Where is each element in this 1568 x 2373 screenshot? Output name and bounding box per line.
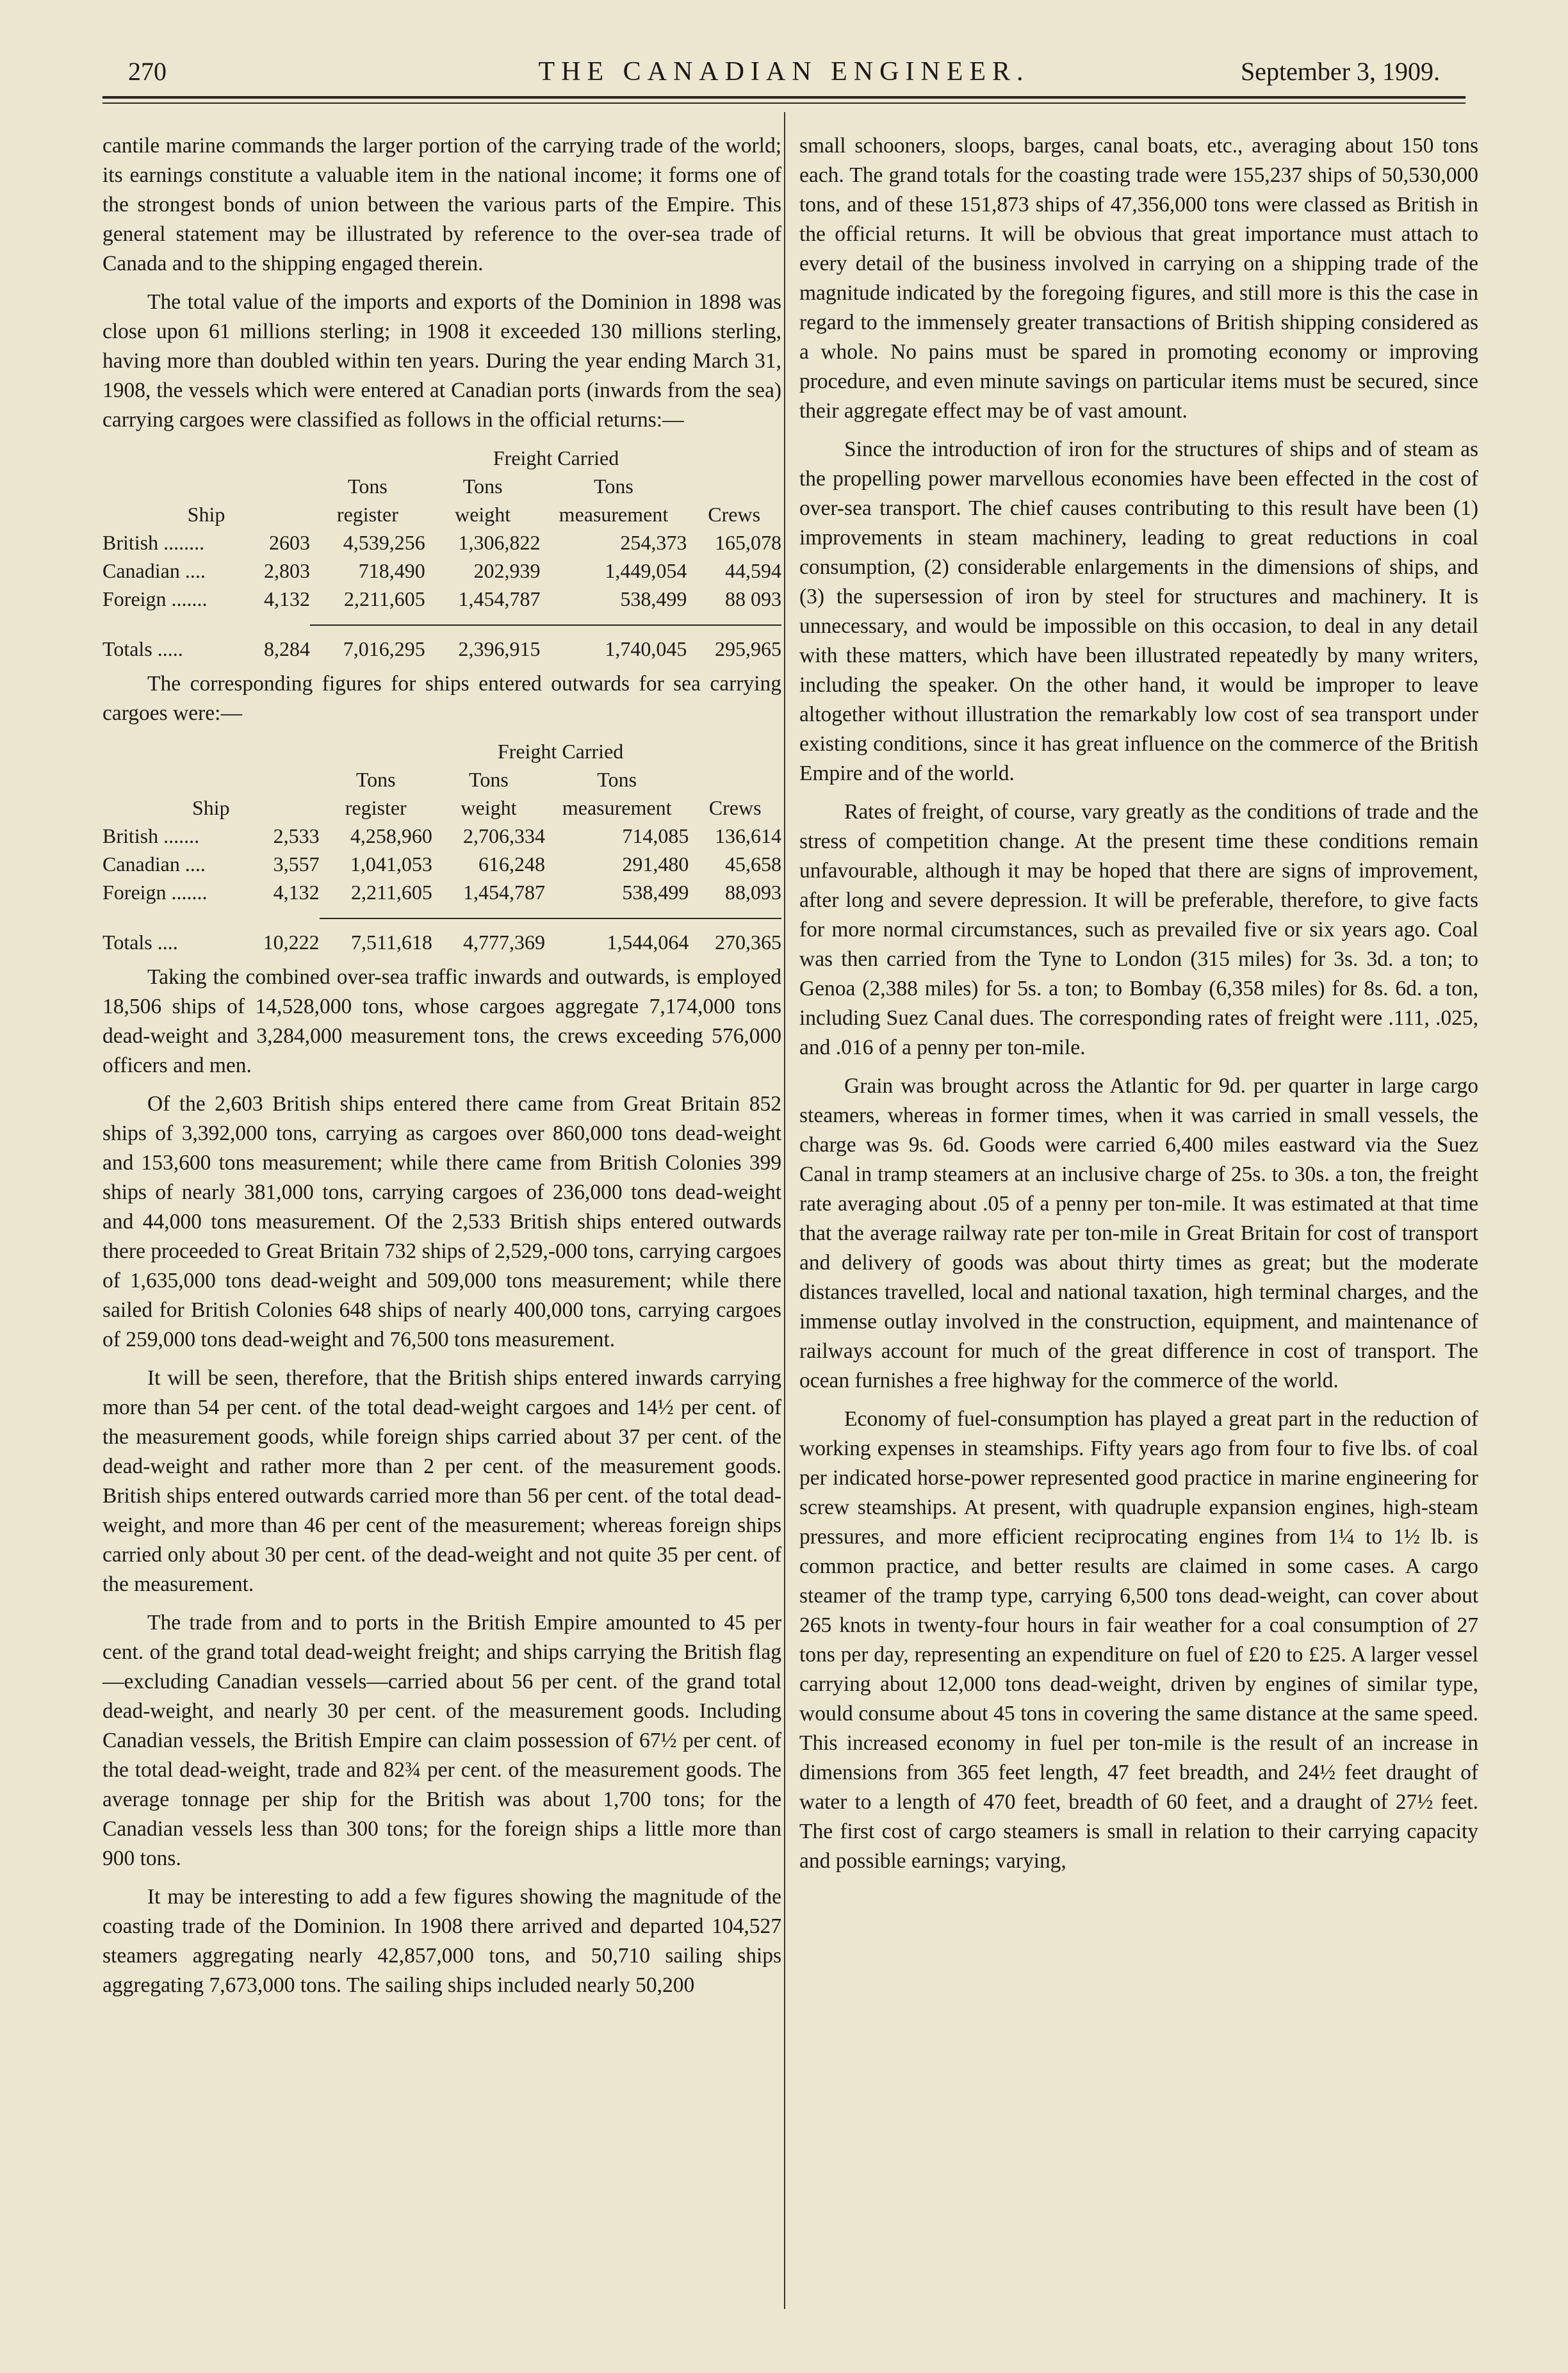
measurement-header: measurement xyxy=(559,503,669,526)
crews-cell: 44,594 xyxy=(725,559,781,582)
ship-cell: Canadian .... xyxy=(102,559,206,582)
crews-cell: 165,078 xyxy=(715,531,781,554)
totals-row xyxy=(102,928,781,956)
totals-row xyxy=(102,635,781,663)
sum-rule xyxy=(687,613,781,625)
ship-cell: Foreign ....... xyxy=(102,587,208,610)
measurement-cell: 1,449,054 xyxy=(605,559,687,582)
weight-cell: 2,706,334 xyxy=(463,824,546,847)
register-cell: 7,511,618 xyxy=(351,931,432,954)
ship-header: Ship xyxy=(187,503,225,526)
measurement-cell: 538,499 xyxy=(622,881,689,904)
outwards-table xyxy=(102,737,781,956)
measurement-cell: 538,499 xyxy=(620,587,687,610)
ship-cell: Canadian .... xyxy=(102,852,206,876)
left-paragraph-7: The trade from and to ports in the British Empire amounted to 45 per cent. of the grand total dead-weight freight; and ships carrying the British flag—excluding Canadian vessels—carried about 56 per cent. of the grand total dead-weight, and nearly 30 per cent. of the measurement goods. Including Canadian vessels, the British Empire can claim possession of 67½ per cent. of the total dead-weight, trade and 82¾ per cent. of the measurement goods. The average tonnage per ship for the British was about 1,700 tons; for the Canadian vessels less than 300 tons; for the foreign ships a little more than 900 tons. xyxy=(102,1611,781,1870)
tons-header: Tons xyxy=(597,768,637,791)
left-paragraph-2: The total value of the imports and exports of the Dominion in 1898 was close upon 61 millions sterling; in 1908 it exceeded 130 millions sterling, having more than doubled within ten years. During the year ending March 31, 1908, the vessels which were entered at Canadian ports (inwards from the sea) carrying cargoes were classified as follows in the official returns:— xyxy=(102,290,781,432)
column-divider xyxy=(784,112,785,2309)
table-row xyxy=(102,585,781,613)
right-column xyxy=(799,131,1478,1885)
ship-header: Ship xyxy=(192,796,230,819)
crews-cell: 136,614 xyxy=(715,824,781,847)
page-header xyxy=(128,50,1440,95)
register-cell: 2,211,605 xyxy=(343,587,425,610)
register-cell: 7,016,295 xyxy=(343,637,425,660)
totals-label: Totals .... xyxy=(102,931,178,954)
measurement-cell: 1,740,045 xyxy=(605,637,687,660)
tons-header: Tons xyxy=(462,475,503,498)
sum-rule xyxy=(425,613,541,625)
register-cell: 4,539,256 xyxy=(343,531,425,554)
tons-header: Tons xyxy=(594,475,633,498)
crews-cell: 270,365 xyxy=(715,931,781,954)
count-cell: 2603 xyxy=(269,531,311,554)
ship-cell: Foreign ....... xyxy=(102,881,208,904)
right-paragraph-4: Grain was brought across the Atlantic for 9d. per quarter in large cargo steamers, whereas in former times, when it was carried in small vessels, the charge was 9s. 6d. Goods were carried 6,400 miles eastward via the Suez Canal in tramp steamers at an inclusive charge of 25s. to 30s. a ton, the freight rate averaging about .05 of a penny per ton-mile. It was estimated at that time that the average railway rate per ton-mile in Great Britain for cost of transport and delivery of goods was about thirty times as great; but the moderate distances travelled, local and national taxation, high terminal charges, and the immense outlay involved in the construction, equipment, and maintenance of railways account for much of the great difference in cost of transport. The ocean furnishes a free highway for the commerce of the world. xyxy=(799,1074,1478,1392)
journal-title: THE CANADIAN ENGINEER. xyxy=(538,57,1030,86)
issue-date: September 3, 1909. xyxy=(1240,57,1440,86)
freight-carried-header: Freight Carried xyxy=(493,446,619,469)
weight-header: weight xyxy=(461,796,517,819)
crews-cell: 295,965 xyxy=(715,637,781,660)
right-paragraph-5: Economy of fuel-consumption has played a great part in the reduction of working expenses in steamships. Fifty years ago from four to five lbs. of coal per indicated horse-power represented good practice in marine engineering for screw steamships. At present, with quadruple expansion engines, high-steam pressures, and more efficient reciprocating engines from 1¼ to 1½ lb. is common practice, and better results are claimed in some cases. A cargo steamer of the tramp type, carrying 6,500 tons dead-weight, can cover about 265 knots in twenty-four hours in fair weather for a coal consumption of 27 tons per day, representing an expenditure on fuel of £20 to £25. A larger vessel carrying about 12,000 tons dead-weight, driven by engines of similar type, would consume about 45 tons in covering the same distance at the same speed. This increased economy in fuel per ton-mile is the result of an increase in dimensions from 365 feet length, 47 feet breadth, and 24½ feet draught of water to a length of 470 feet, breadth of 60 feet, and a draught of 27½ feet. The first cost of cargo steamers is small in relation to their carrying capacity and possible earnings; varying, xyxy=(799,1407,1478,1873)
left-paragraph-1: cantile marine commands the larger portion of the carrying trade of the world; its earnings constitute a valuable item in the national income; it forms one of the strongest bonds of union between the various parts of the Empire. This general statement may be illustrated by reference to the over-sea trade of Canada and to the shipping engaged therein. xyxy=(102,134,781,275)
weight-cell: 1,454,787 xyxy=(458,587,541,610)
measurement-header: measurement xyxy=(562,796,672,819)
register-cell: 2,211,605 xyxy=(351,881,432,904)
crews-header: Crews xyxy=(708,796,762,819)
table-row xyxy=(102,850,781,878)
sum-rule xyxy=(689,906,781,918)
count-cell: 10,222 xyxy=(263,931,320,954)
weight-cell: 616,248 xyxy=(478,852,546,876)
left-paragraph-3: The corresponding figures for ships entered outwards for sea carrying cargoes were:— xyxy=(102,672,781,725)
measurement-cell: 714,085 xyxy=(622,824,689,847)
register-cell: 718,490 xyxy=(358,559,425,582)
left-paragraph-4: Taking the combined over-sea traffic inwards and outwards, is employed 18,506 ships of 14,528,000 tons, whose cargoes aggregate 7,174,000 tons dead-weight and 3,284,000 measurement tons, the crews exceeding 576,000 officers and men. xyxy=(102,965,781,1077)
tons-header: Tons xyxy=(348,475,388,498)
count-cell: 2,533 xyxy=(273,824,320,847)
header-rule-thin xyxy=(102,102,1466,104)
table-row xyxy=(102,822,781,850)
weight-cell: 1,306,822 xyxy=(458,531,541,554)
count-cell: 3,557 xyxy=(273,852,320,876)
weight-cell: 202,939 xyxy=(473,559,541,582)
page-number: 270 xyxy=(128,57,167,86)
weight-cell: 2,396,915 xyxy=(458,637,541,660)
tons-header: Tons xyxy=(355,768,396,791)
ship-cell: British ....... xyxy=(102,824,200,847)
crews-cell: 88,093 xyxy=(725,881,781,904)
sum-rule xyxy=(545,906,689,918)
right-paragraph-2: Since the introduction of iron for the structures of ships and of steam as the propelling power marvellous economies have been effected in the cost of over-sea transport. The chief causes contributing to this result have been (1) improvements in steam machinery, leading to great reductions in coal consumption, (2) considerable enlargements in the dimensions of ships, and (3) the supersession of iron by steel for structures and machinery. It is unnecessary, and would be impossible on this occasion, to deal in any detail with these matters, which have been illustrated repeatedly by many writers, including the speaker. On the other hand, it would be improper to leave altogether without illustration the remarkably low cost of sea transport under existing conditions, since it has great influence on the commerce of the British Empire and of the world. xyxy=(799,437,1478,785)
freight-carried-header: Freight Carried xyxy=(497,740,624,763)
measurement-cell: 254,373 xyxy=(620,531,687,554)
table-row xyxy=(102,528,781,557)
header-rule-thick xyxy=(102,96,1466,99)
weight-cell: 4,777,369 xyxy=(463,931,546,954)
crews-header: Crews xyxy=(708,503,761,526)
register-cell: 4,258,960 xyxy=(350,824,432,847)
count-cell: 2,803 xyxy=(264,559,311,582)
table-row xyxy=(102,878,781,906)
tons-header: Tons xyxy=(469,768,509,791)
table-row xyxy=(102,557,781,585)
weight-cell: 1,454,787 xyxy=(463,881,546,904)
register-cell: 1,041,053 xyxy=(350,852,432,876)
register-header: register xyxy=(345,796,407,819)
sum-rule xyxy=(310,613,425,625)
crews-cell: 45,658 xyxy=(725,852,781,876)
measurement-cell: 291,480 xyxy=(622,852,689,876)
right-paragraph-1: small schooners, sloops, barges, canal boats, etc., averaging about 150 tons each. The grand totals for the coasting trade were 155,237 ships of 50,530,000 tons, and of these 151,873 ships of 47,356,000 tons were classed as British in the official returns. It will be obvious that great importance must attach to every detail of the business involved in carrying on a shipping trade of the magnitude indicated by the foregoing figures, and still more is this the case in regard to the immensely greater transactions of British shipping considered as a whole. No pains must be spared in promoting economy or improving procedure, and even minute savings on particular items must be secured, since their aggregate effect may be of vast amount. xyxy=(799,134,1478,423)
left-paragraph-5: Of the 2,603 British ships entered there came from Great Britain 852 ships of 3,392,000 tons, carrying as cargoes over 860,000 tons dead-weight and 153,600 tons measurement; while there came from British Colonies 399 ships of nearly 381,000 tons, carrying cargoes of 236,000 tons dead-weight and 44,000 tons measurement. Of the 2,533 British ships entered outwards there proceeded to Great Britain 732 ships of 2,529,-000 tons, carrying cargoes of 1,635,000 tons dead-weight and 509,000 tons measurement; while there sailed for British Colonies 648 ships of nearly 400,000 tons, carrying cargoes of 259,000 tons dead-weight and 76,500 tons measurement. xyxy=(102,1092,781,1351)
crews-cell: 88 093 xyxy=(725,587,781,610)
left-paragraph-8: It may be interesting to add a few figures showing the magnitude of the coasting trade of the Dominion. In 1908 there arrived and departed 104,527 steamers aggregating nearly 42,857,000 tons, and 50,710 sailing ships aggregating 7,673,000 tons. The sailing ships included nearly 50,200 xyxy=(102,1885,781,1997)
count-cell: 4,132 xyxy=(273,881,320,904)
weight-header: weight xyxy=(455,503,511,526)
count-cell: 8,284 xyxy=(264,637,311,660)
totals-label: Totals ..... xyxy=(102,637,183,660)
sum-rule xyxy=(541,613,687,625)
left-column xyxy=(102,131,781,2009)
ship-cell: British ........ xyxy=(102,531,205,554)
measurement-cell: 1,544,064 xyxy=(607,931,689,954)
sum-rule xyxy=(432,906,545,918)
sum-rule xyxy=(320,906,432,918)
left-paragraph-6: It will be seen, therefore, that the British ships entered inwards carrying more than 54 per cent. of the total dead-weight cargoes and 14½ per cent. of the measurement goods, while foreign ships carried about 37 per cent. of the dead-weight and rather more than 2 per cent. of the measurement goods. British ships entered outwards carried more than 56 per cent. of the total dead-weight, and more than 46 per cent of the measurement; whereas foreign ships carried only about 30 per cent. of the dead-weight and not quite 35 per cent. of the measurement. xyxy=(102,1366,781,1596)
inwards-table xyxy=(102,444,781,663)
count-cell: 4,132 xyxy=(264,587,311,610)
right-paragraph-3: Rates of freight, of course, vary greatly as the conditions of trade and the stress of competition change. At the present time these conditions remain unfavourable, although it may be hoped that there are signs of improvement, after long and severe depression. It will be preferable, therefore, to give facts for more normal circumstances, such as prevailed five or six years ago. Coal was then carried from the Tyne to London (315 miles) for 3s. 3d. a ton; to Genoa (2,388 miles) for 5s. a ton; to Bombay (6,358 miles) for 8s. 6d. a ton, including Suez Canal dues. The corresponding rates of freight were .111, .025, and .016 of a penny per ton-mile. xyxy=(799,800,1478,1059)
register-header: register xyxy=(336,503,398,526)
